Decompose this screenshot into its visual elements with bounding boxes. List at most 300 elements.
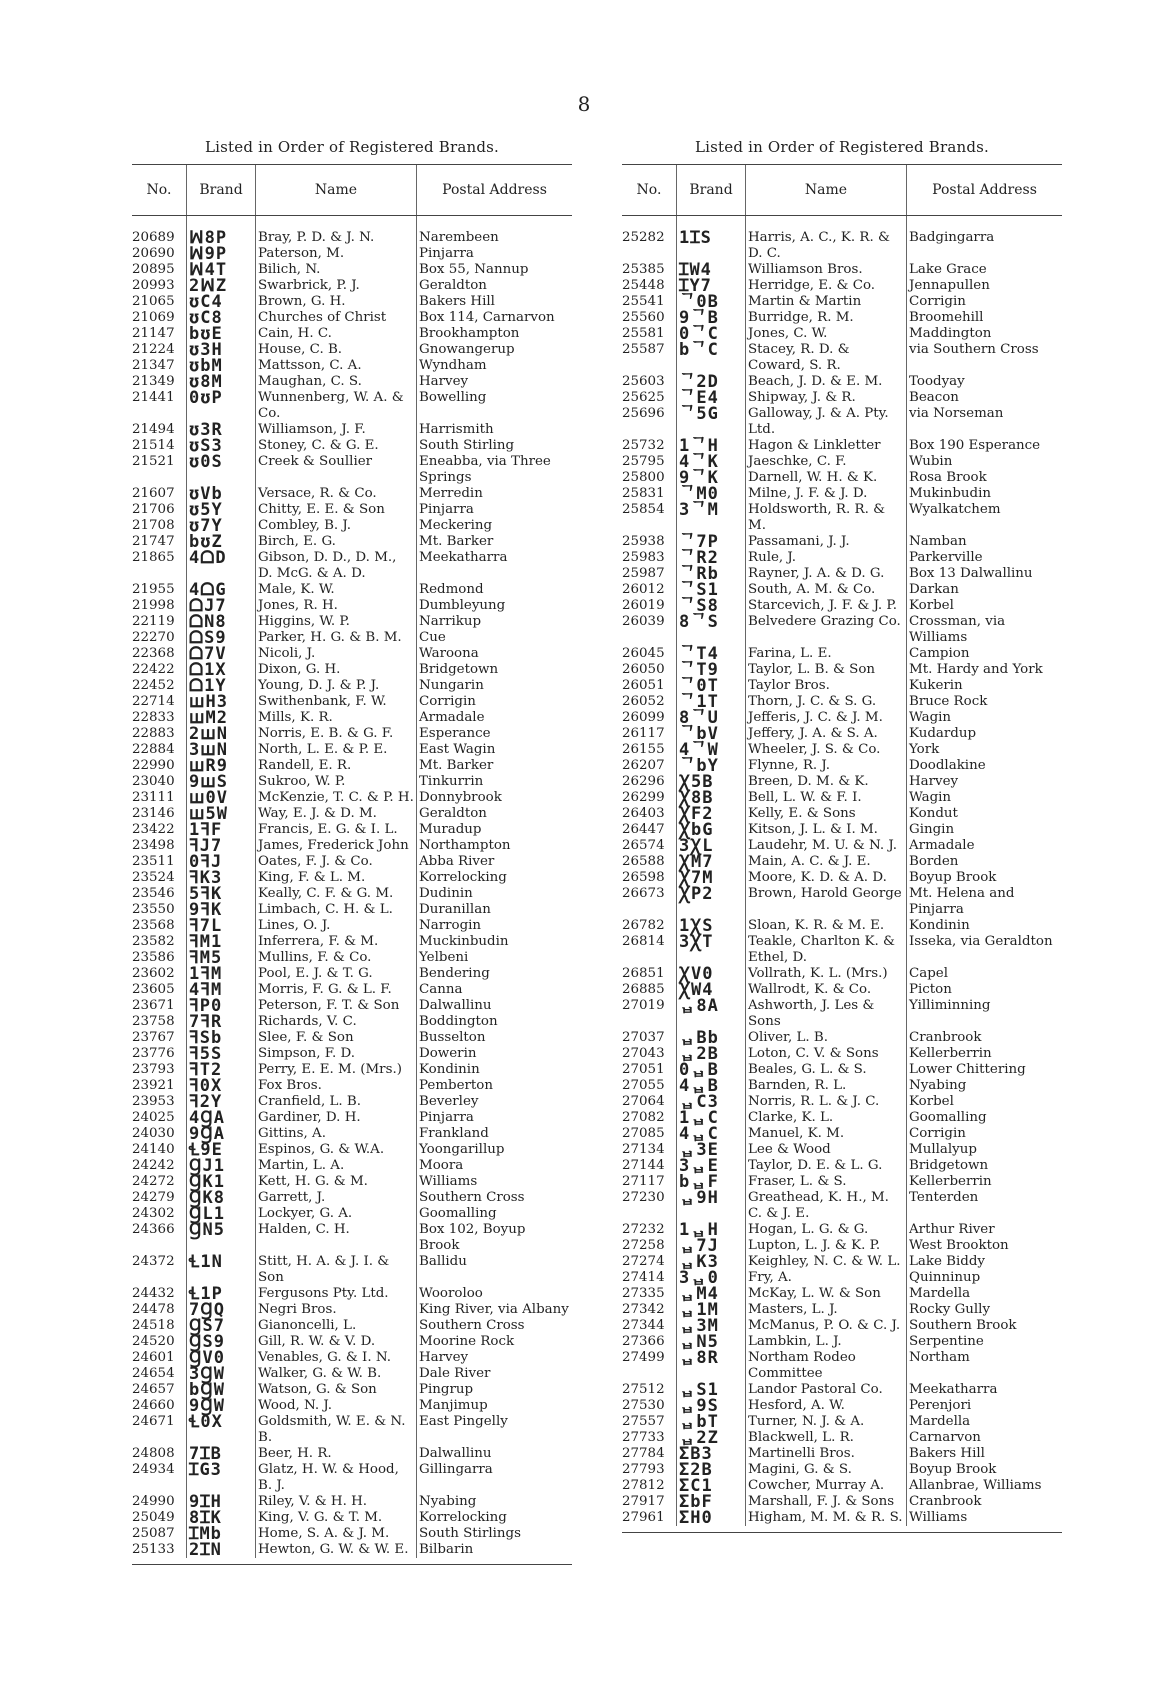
postal-address: Wyndham [417, 358, 573, 374]
owner-name: Beach, J. D. & E. M. [746, 374, 907, 390]
brand-mark: ᗝN8 [187, 614, 256, 630]
brand-number: 27274 [622, 1254, 665, 1269]
brand-number: 26403 [622, 806, 665, 821]
owner-name: Home, S. A. & J. M. [256, 1526, 417, 1542]
table-row [622, 886, 1062, 918]
brand-mark: ꞳbG [677, 822, 746, 838]
postal-address: Corrigin [907, 1126, 1063, 1142]
brand-number: 27064 [622, 1094, 665, 1109]
brand-mark: ꞮG3 [187, 1462, 256, 1494]
brand-number: 21147 [132, 326, 175, 341]
postal-address: Waroona [417, 646, 573, 662]
brand-number: 27019 [622, 998, 665, 1013]
brand-mark: 1ᆸC [677, 1110, 746, 1126]
brand-number: 23758 [132, 1014, 175, 1029]
brand-mark: ꞳF2 [677, 806, 746, 822]
brand-mark: ʊ5Y [187, 502, 256, 518]
brand-number: 21224 [132, 342, 175, 357]
brand-number: 27530 [622, 1398, 665, 1413]
brand-mark: ꟻ0X [187, 1078, 256, 1094]
owner-name: Holdsworth, R. R. & M. [746, 502, 907, 534]
owner-name: South, A. M. & Co. [746, 582, 907, 598]
owner-name: Lupton, L. J. & K. P. [746, 1238, 907, 1254]
brand-number: 24279 [132, 1190, 175, 1205]
postal-address: Lake Biddy [907, 1254, 1063, 1270]
owner-name: James, Frederick John [256, 838, 417, 854]
brand-mark: bʊZ [187, 534, 256, 550]
postal-address: Dalwallinu [417, 998, 573, 1014]
postal-address: Kudardup [907, 726, 1063, 742]
owner-name: Landor Pastoral Co. [746, 1382, 907, 1398]
owner-name: Higgins, W. P. [256, 614, 417, 630]
postal-address: Armadale [417, 710, 573, 726]
owner-name: Moore, K. D. & A. D. [746, 870, 907, 886]
brand-mark: ꞬK8 [187, 1190, 256, 1206]
brand-mark: ΣH0 [677, 1510, 746, 1526]
owner-name: McKay, L. W. & Son [746, 1286, 907, 1302]
brand-number: 27258 [622, 1238, 665, 1253]
brand-number: 27733 [622, 1430, 665, 1445]
owner-name: Barnden, R. L. [746, 1078, 907, 1094]
brand-number: 26885 [622, 982, 665, 997]
owner-name: Rayner, J. A. & D. G. [746, 566, 907, 582]
brand-mark: 9ꞮH [187, 1494, 256, 1510]
postal-address: Dalwallinu [417, 1446, 573, 1462]
postal-address: Box 114, Carnarvon [417, 310, 573, 326]
postal-address: Pemberton [417, 1078, 573, 1094]
owner-name: Gianoncelli, L. [256, 1318, 417, 1334]
brand-number: 21065 [132, 294, 175, 309]
postal-address: Bakers Hill [907, 1446, 1063, 1462]
brand-number: 22422 [132, 662, 175, 677]
brand-number: 27557 [622, 1414, 665, 1429]
postal-address: Cranbrook [907, 1030, 1063, 1046]
owner-name: Starcevich, J. F. & J. P. [746, 598, 907, 614]
brand-number: 26598 [622, 870, 665, 885]
owner-name: Slee, F. & Son [256, 1030, 417, 1046]
brand-number: 25987 [622, 566, 665, 581]
owner-name: Kett, H. G. & M. [256, 1174, 417, 1190]
postal-address: Box 102, Boyup Brook [417, 1222, 573, 1254]
brand-mark: ᆸM4 [677, 1286, 746, 1302]
brand-mark: ʊC8 [187, 310, 256, 326]
postal-address: Toodyay [907, 374, 1063, 390]
postal-address: Isseka, via Geraldton [907, 934, 1063, 966]
owner-name: Young, D. J. & P. J. [256, 678, 417, 694]
brand-mark: 1ꟻF [187, 822, 256, 838]
postal-address: Brookhampton [417, 326, 573, 342]
brand-mark: 9ᄀK [677, 470, 746, 486]
brand-number: 20993 [132, 278, 175, 293]
owner-name: Beer, H. R. [256, 1446, 417, 1462]
postal-address: Rosa Brook [907, 470, 1063, 486]
brand-number: 25282 [622, 230, 665, 245]
brand-mark: Ꭓ8B [677, 790, 746, 806]
owner-name: Farina, L. E. [746, 646, 907, 662]
owner-name: Milne, J. F. & J. D. [746, 486, 907, 502]
brand-number: 24990 [132, 1494, 175, 1509]
owner-name: Peterson, F. T. & Son [256, 998, 417, 1014]
owner-name: Norris, E. B. & G. F. [256, 726, 417, 742]
brand-mark: 0ʊP [187, 390, 256, 422]
postal-address: Darkan [907, 582, 1063, 598]
brand-mark: bᆸF [677, 1174, 746, 1190]
brand-mark: 9ꟻK [187, 902, 256, 918]
brand-mark: ᆸbT [677, 1414, 746, 1430]
brand-mark: Ꭓ7M [677, 870, 746, 886]
brand-number: 24654 [132, 1366, 175, 1381]
owner-name: Male, K. W. [256, 582, 417, 598]
brand-mark: ᗝS9 [187, 630, 256, 646]
owner-name: Sloan, K. R. & M. E. [746, 918, 907, 934]
owner-name: Brown, Harold George [746, 886, 907, 918]
postal-address: Kondinin [907, 918, 1063, 934]
postal-address: Capel [907, 966, 1063, 982]
postal-address: Redmond [417, 582, 573, 598]
owner-name: Jeffery, J. A. & S. A. [746, 726, 907, 742]
owner-name: Belvedere Grazing Co. [746, 614, 907, 646]
postal-address: Korrelocking [417, 1510, 573, 1526]
left-table-body [132, 216, 572, 1559]
brand-mark: ᄀbY [677, 758, 746, 774]
postal-address: King River, via Albany [417, 1302, 573, 1318]
brand-number: 22119 [132, 614, 175, 629]
header-brand: Brand [187, 165, 256, 216]
brand-mark: ꞮMb [187, 1526, 256, 1542]
brand-mark: ᗝJ7 [187, 598, 256, 614]
brand-mark: 0ᄀC [677, 326, 746, 342]
owner-name: Riley, V. & H. H. [256, 1494, 417, 1510]
brand-number: 24432 [132, 1286, 175, 1301]
brand-mark: 1ꟻM [187, 966, 256, 982]
owner-name: Flynne, R. J. [746, 758, 907, 774]
owner-name: Oliver, L. B. [746, 1030, 907, 1046]
brand-number: 27037 [622, 1030, 665, 1045]
table-row [132, 1222, 572, 1254]
brand-number: 26851 [622, 966, 665, 981]
postal-address: Crossman, via Williams [907, 614, 1063, 646]
brand-mark: ꟻM1 [187, 934, 256, 950]
brand-mark: ꟻ5S [187, 1046, 256, 1062]
postal-address: Serpentine [907, 1334, 1063, 1350]
brand-mark: 7ꞬQ [187, 1302, 256, 1318]
brand-number: 20689 [132, 230, 175, 245]
brand-number: 26050 [622, 662, 665, 677]
brand-number: 24366 [132, 1222, 175, 1237]
owner-name: Magini, G. & S. [746, 1462, 907, 1478]
owner-name: Cain, H. C. [256, 326, 417, 342]
owner-name: Perry, E. E. M. (Mrs.) [256, 1062, 417, 1078]
postal-address: Narembeen [417, 216, 573, 247]
postal-address: Broomehill [907, 310, 1063, 326]
brand-mark: 1ᄀH [677, 438, 746, 454]
postal-address: Perenjori [907, 1398, 1063, 1414]
postal-address: Wagin [907, 790, 1063, 806]
brand-number: 26447 [622, 822, 665, 837]
brand-mark: ᗝ1X [187, 662, 256, 678]
postal-address: Arthur River [907, 1222, 1063, 1238]
brand-mark: 7ꞮB [187, 1446, 256, 1462]
brand-number: 27366 [622, 1334, 665, 1349]
owner-name: Fry, A. [746, 1270, 907, 1286]
postal-address: Yoongarillup [417, 1142, 573, 1158]
brand-number: 26155 [622, 742, 665, 757]
brand-mark: 3ꞳL [677, 838, 746, 854]
owner-name: Negri Bros. [256, 1302, 417, 1318]
owner-name: Jones, R. H. [256, 598, 417, 614]
postal-address: Eneabba, via Three Springs [417, 454, 573, 486]
brand-mark: ꟻP0 [187, 998, 256, 1014]
postal-address: Geraldton [417, 278, 573, 294]
brand-mark: Ꭓ5B [677, 774, 746, 790]
header-postal-address: Postal Address [417, 165, 573, 216]
owner-name: Mattsson, C. A. [256, 358, 417, 374]
postal-address: Pingrup [417, 1382, 573, 1398]
postal-address: Beverley [417, 1094, 573, 1110]
postal-address: Pinjarra [417, 502, 573, 518]
owner-name: Garrett, J. [256, 1190, 417, 1206]
brand-number: 25854 [622, 502, 665, 517]
postal-address: South Stirlings [417, 1526, 573, 1542]
brand-mark: 8ꞮK [187, 1510, 256, 1526]
owner-name: Thorn, J. C. & S. G. [746, 694, 907, 710]
postal-address: Duranillan [417, 902, 573, 918]
table-row [132, 550, 572, 582]
brand-mark: ᆸBb [677, 1030, 746, 1046]
postal-address: Narrogin [417, 918, 573, 934]
brand-mark: ʊbM [187, 358, 256, 374]
brand-mark: ꟻM5 [187, 950, 256, 966]
owner-name: Fox Bros. [256, 1078, 417, 1094]
owner-name: Goldsmith, W. E. & N. B. [256, 1414, 417, 1446]
owner-name: Hagon & Linkletter [746, 438, 907, 454]
brand-mark: ꟽ9P [187, 246, 256, 262]
brand-mark: ᆸ9H [677, 1190, 746, 1222]
brand-mark: 9ꞬA [187, 1126, 256, 1142]
brand-number: 24520 [132, 1334, 175, 1349]
owner-name: Taylor, D. E. & L. G. [746, 1158, 907, 1174]
brand-number: 26039 [622, 614, 665, 629]
postal-address: Cue [417, 630, 573, 646]
owner-name: Versace, R. & Co. [256, 486, 417, 502]
postal-address: Yelbeni [417, 950, 573, 966]
right-caption: Listed in Order of Registered Brands. [694, 138, 990, 156]
brand-number: 22990 [132, 758, 175, 773]
brand-mark: ꞬN5 [187, 1222, 256, 1254]
brand-number: 21747 [132, 534, 175, 549]
brand-number: 26673 [622, 886, 665, 901]
brand-number: 27232 [622, 1222, 665, 1237]
brand-mark: bʊE [187, 326, 256, 342]
owner-name: Marshall, F. J. & Sons [746, 1494, 907, 1510]
brand-mark: ꟺR9 [187, 758, 256, 774]
table-row [622, 614, 1062, 646]
owner-name: Maughan, C. S. [256, 374, 417, 390]
owner-name: Swarbrick, P. J. [256, 278, 417, 294]
brand-number: 23586 [132, 950, 175, 965]
brand-number: 25049 [132, 1510, 175, 1525]
table-row [132, 1462, 572, 1494]
brand-mark: 4ᆸB [677, 1078, 746, 1094]
owner-name: Halden, C. H. [256, 1222, 417, 1254]
brand-number: 27144 [622, 1158, 665, 1173]
owner-name: Greathead, K. H., M. C. & J. E. [746, 1190, 907, 1222]
brand-mark: 4ᆸC [677, 1126, 746, 1142]
brand-mark: ᄀ0T [677, 678, 746, 694]
owner-name: Beales, G. L. & S. [746, 1062, 907, 1078]
brand-number: 25625 [622, 390, 665, 405]
brand-mark: ᆸ7J [677, 1238, 746, 1254]
owner-name: Lambkin, L. J. [746, 1334, 907, 1350]
table-row [132, 1542, 572, 1558]
brand-mark: bᄀC [677, 342, 746, 374]
brand-mark: ᄀM0 [677, 486, 746, 502]
brand-number: 25581 [622, 326, 665, 341]
owner-name: Teakle, Charlton K. & Ethel, D. [746, 934, 907, 966]
owner-name: Francis, E. G. & I. L. [256, 822, 417, 838]
table-row [622, 342, 1062, 374]
postal-address: Wagin [907, 710, 1063, 726]
owner-name: Mullins, F. & Co. [256, 950, 417, 966]
owner-name: Kitson, J. L. & I. M. [746, 822, 907, 838]
postal-address: Gnowangerup [417, 342, 573, 358]
brand-number: 21441 [132, 390, 175, 405]
brand-mark: ꞳP2 [677, 886, 746, 918]
brand-mark: ᆸ9S [677, 1398, 746, 1414]
table-row [622, 216, 1062, 263]
table-row [622, 406, 1062, 438]
brand-number: 24025 [132, 1110, 175, 1125]
postal-address: Korbel [907, 598, 1063, 614]
postal-address: Moora [417, 1158, 573, 1174]
brand-number: 24657 [132, 1382, 175, 1397]
brand-mark: ꟺH3 [187, 694, 256, 710]
brand-mark: ᄀT9 [677, 662, 746, 678]
brand-mark: ꟻT2 [187, 1062, 256, 1078]
postal-address: Muradup [417, 822, 573, 838]
brand-mark: ꞳM7 [677, 854, 746, 870]
brand-mark: ꞬS9 [187, 1334, 256, 1350]
owner-name: Sukroo, W. P. [256, 774, 417, 790]
brand-mark: ꞳV0 [677, 966, 746, 982]
brand-mark: 8ᄀS [677, 614, 746, 646]
brand-number: 21349 [132, 374, 175, 389]
postal-address: Harrismith [417, 422, 573, 438]
postal-address: Gillingarra [417, 1462, 573, 1494]
owner-name: Hewton, G. W. & W. E. [256, 1542, 417, 1558]
owner-name: Martinelli Bros. [746, 1446, 907, 1462]
brand-mark: ᄀ5G [677, 406, 746, 438]
brand-mark: ʊ3H [187, 342, 256, 358]
postal-address: Frankland [417, 1126, 573, 1142]
owner-name: Morris, F. G. & L. F. [256, 982, 417, 998]
brand-number: 25696 [622, 406, 665, 421]
brand-number: 25983 [622, 550, 665, 565]
postal-address: Harvey [417, 374, 573, 390]
brand-number: 23602 [132, 966, 175, 981]
header-brand: Brand [677, 165, 746, 216]
postal-address: West Brookton [907, 1238, 1063, 1254]
postal-address: Meekatharra [417, 550, 573, 582]
brand-mark: ΣbF [677, 1494, 746, 1510]
postal-address: Beacon [907, 390, 1063, 406]
owner-name: Swithenbank, F. W. [256, 694, 417, 710]
postal-address: Corrigin [907, 294, 1063, 310]
brand-number: 23040 [132, 774, 175, 789]
brand-mark: 9ᄀB [677, 310, 746, 326]
brand-number: 25795 [622, 454, 665, 469]
brand-mark: ΣB3 [677, 1446, 746, 1462]
brand-mark: ᗝ1Y [187, 678, 256, 694]
postal-address: East Pingelly [417, 1414, 573, 1446]
brand-number: 24030 [132, 1126, 175, 1141]
brand-number: 23776 [132, 1046, 175, 1061]
brand-number: 27051 [622, 1062, 665, 1077]
brand-number: 24518 [132, 1318, 175, 1333]
postal-address: Box 190 Esperance [907, 438, 1063, 454]
brand-mark: ᄀ7P [677, 534, 746, 550]
postal-address: Bendering [417, 966, 573, 982]
brand-number: 27961 [622, 1510, 665, 1525]
brand-mark: ꞬL1 [187, 1206, 256, 1222]
brand-mark: ᄀE4 [677, 390, 746, 406]
header-name: Name [256, 165, 417, 216]
brand-mark: 4ᄀW [677, 742, 746, 758]
owner-name: Wheeler, J. S. & Co. [746, 742, 907, 758]
postal-address: Mullalyup [907, 1142, 1063, 1158]
brand-number: 22833 [132, 710, 175, 725]
brand-number: 23671 [132, 998, 175, 1013]
brand-number: 23550 [132, 902, 175, 917]
brand-number: 23568 [132, 918, 175, 933]
brand-number: 24671 [132, 1414, 175, 1429]
postal-address: Ballidu [417, 1254, 573, 1286]
brand-mark: ᄀS8 [677, 598, 746, 614]
table-row [132, 216, 572, 247]
postal-address: Allanbrae, Williams [907, 1478, 1063, 1494]
postal-address: Mardella [907, 1414, 1063, 1430]
postal-address: Namban [907, 534, 1063, 550]
postal-address: Boyup Brook [907, 1462, 1063, 1478]
owner-name: Jones, C. W. [746, 326, 907, 342]
postal-address: Southern Brook [907, 1318, 1063, 1334]
postal-address: Lower Chittering [907, 1062, 1063, 1078]
postal-address: Kellerberrin [907, 1174, 1063, 1190]
brand-mark: ʊ0S [187, 454, 256, 486]
brand-mark: Σ2B [677, 1462, 746, 1478]
brand-number: 25831 [622, 486, 665, 501]
postal-address: Muckinbudin [417, 934, 573, 950]
owner-name: Richards, V. C. [256, 1014, 417, 1030]
postal-address: Geraldton [417, 806, 573, 822]
brand-number: 21494 [132, 422, 175, 437]
postal-address: Meckering [417, 518, 573, 534]
brand-number: 27784 [622, 1446, 665, 1461]
postal-address: Campion [907, 646, 1063, 662]
brand-mark: ꟻK3 [187, 870, 256, 886]
postal-address: Northampton [417, 838, 573, 854]
owner-name: Herridge, E. & Co. [746, 278, 907, 294]
brand-number: 27342 [622, 1302, 665, 1317]
brand-mark: 2ꞮN [187, 1542, 256, 1558]
right-table-body [622, 216, 1062, 1527]
brand-mark: 9ꟺS [187, 774, 256, 790]
owner-name: Passamani, J. J. [746, 534, 907, 550]
brand-mark: ᄀ0B [677, 294, 746, 310]
brand-mark: ꟻSb [187, 1030, 256, 1046]
brand-number: 27082 [622, 1110, 665, 1125]
owner-name: Espinos, G. & W.A. [256, 1142, 417, 1158]
